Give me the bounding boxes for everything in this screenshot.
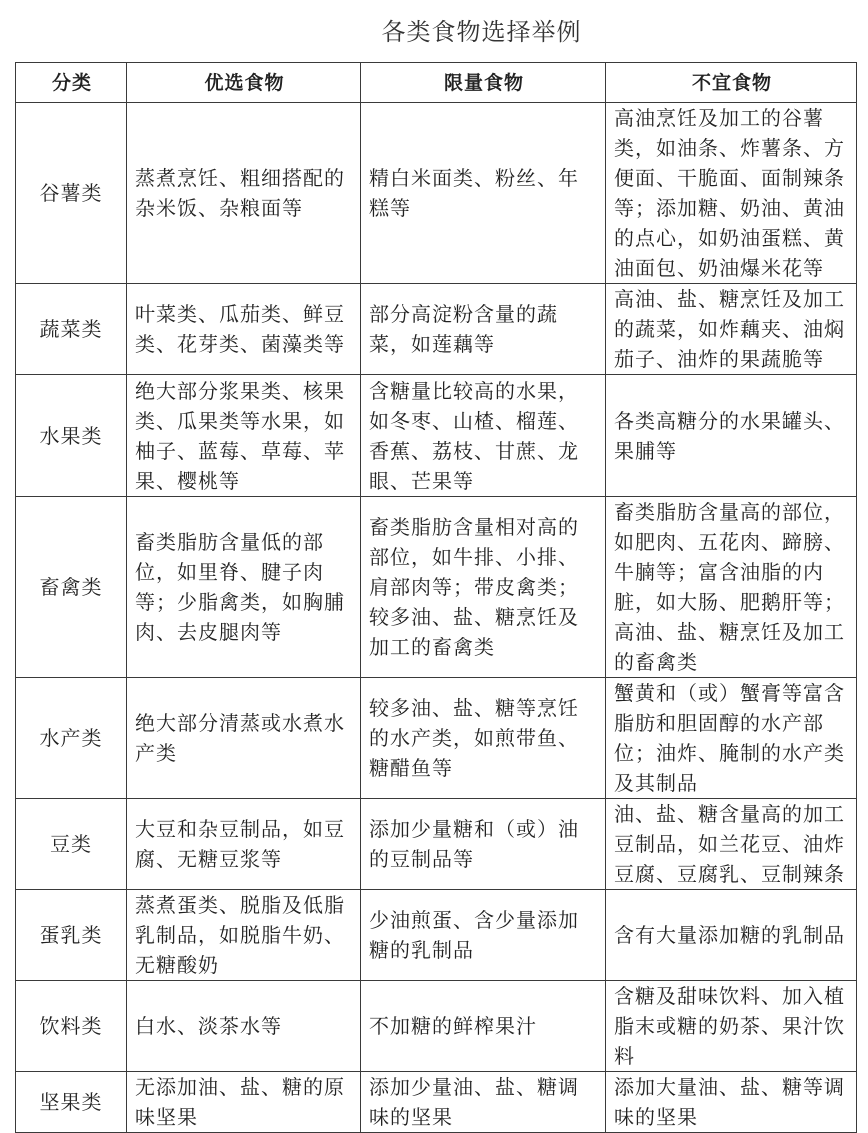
category-cell: 蛋乳类 xyxy=(16,890,127,981)
avoid-cell: 高油烹饪及加工的谷薯类，如油条、炸薯条、方便面、干脆面、面制辣条等；添加糖、奶油、黄油的点心，如奶油蛋糕、黄油面包、奶油爆米花等 xyxy=(606,103,857,284)
header-limited: 限量食物 xyxy=(361,63,606,103)
limited-cell: 精白米面类、粉丝、年糕等 xyxy=(361,103,606,284)
avoid-cell: 油、盐、糖含量高的加工豆制品，如兰花豆、油炸豆腐、豆腐乳、豆制辣条 xyxy=(606,799,857,890)
header-preferred: 优选食物 xyxy=(127,63,361,103)
header-category: 分类 xyxy=(16,63,127,103)
category-cell: 坚果类 xyxy=(16,1072,127,1133)
table-row xyxy=(16,678,857,799)
table-header-row xyxy=(16,63,857,103)
avoid-cell: 蟹黄和（或）蟹膏等富含脂肪和胆固醇的水产部位；油炸、腌制的水产类及其制品 xyxy=(606,678,857,799)
category-cell: 豆类 xyxy=(16,799,127,890)
preferred-cell: 绝大部分清蒸或水煮水产类 xyxy=(127,678,361,799)
preferred-cell: 畜类脂肪含量低的部位，如里脊、腱子肉等；少脂禽类，如胸脯肉、去皮腿肉等 xyxy=(127,497,361,678)
table-row xyxy=(16,375,857,497)
preferred-cell: 蒸煮烹饪、粗细搭配的杂米饭、杂粮面等 xyxy=(127,103,361,284)
limited-cell: 部分高淀粉含量的蔬菜，如莲藕等 xyxy=(361,284,606,375)
table-row xyxy=(16,1072,857,1133)
table-row xyxy=(16,799,857,890)
avoid-cell: 畜类脂肪含量高的部位，如肥肉、五花肉、蹄膀、牛腩等；富含油脂的内脏，如大肠、肥鹅肝等；高油、盐、糖烹饪及加工的畜禽类 xyxy=(606,497,857,678)
food-selection-table xyxy=(15,62,857,1133)
table-row xyxy=(16,497,857,678)
preferred-cell: 叶菜类、瓜茄类、鲜豆类、花芽类、菌藻类等 xyxy=(127,284,361,375)
table-row xyxy=(16,890,857,981)
table-row xyxy=(16,284,857,375)
avoid-cell: 含有大量添加糖的乳制品 xyxy=(606,890,857,981)
limited-cell: 较多油、盐、糖等烹饪的水产类，如煎带鱼、糖醋鱼等 xyxy=(361,678,606,799)
category-cell: 水产类 xyxy=(16,678,127,799)
page-title: 各类食物选择举例 xyxy=(381,18,582,46)
table-row xyxy=(16,981,857,1072)
preferred-cell: 蒸煮蛋类、脱脂及低脂乳制品，如脱脂牛奶、无糖酸奶 xyxy=(127,890,361,981)
category-cell: 畜禽类 xyxy=(16,497,127,678)
category-cell: 饮料类 xyxy=(16,981,127,1072)
preferred-cell: 白水、淡茶水等 xyxy=(127,981,361,1072)
table-row xyxy=(16,103,857,284)
limited-cell: 少油煎蛋、含少量添加糖的乳制品 xyxy=(361,890,606,981)
avoid-cell: 各类高糖分的水果罐头、果脯等 xyxy=(606,375,857,497)
limited-cell: 不加糖的鲜榨果汁 xyxy=(361,981,606,1072)
category-cell: 水果类 xyxy=(16,375,127,497)
category-cell: 蔬菜类 xyxy=(16,284,127,375)
avoid-cell: 添加大量油、盐、糖等调味的坚果 xyxy=(606,1072,857,1133)
limited-cell: 畜类脂肪含量相对高的部位，如牛排、小排、肩部肉等；带皮禽类；较多油、盐、糖烹饪及加工的畜禽类 xyxy=(361,497,606,678)
preferred-cell: 大豆和杂豆制品，如豆腐、无糖豆浆等 xyxy=(127,799,361,890)
header-avoid: 不宜食物 xyxy=(606,63,857,103)
limited-cell: 添加少量糖和（或）油的豆制品等 xyxy=(361,799,606,890)
limited-cell: 添加少量油、盐、糖调味的坚果 xyxy=(361,1072,606,1133)
avoid-cell: 含糖及甜味饮料、加入植脂末或糖的奶茶、果汁饮料 xyxy=(606,981,857,1072)
avoid-cell: 高油、盐、糖烹饪及加工的蔬菜，如炸藕夹、油焖茄子、油炸的果蔬脆等 xyxy=(606,284,857,375)
preferred-cell: 无添加油、盐、糖的原味坚果 xyxy=(127,1072,361,1133)
limited-cell: 含糖量比较高的水果，如冬枣、山楂、榴莲、香蕉、荔枝、甘蔗、龙眼、芒果等 xyxy=(361,375,606,497)
preferred-cell: 绝大部分浆果类、核果类、瓜果类等水果，如柚子、蓝莓、草莓、苹果、樱桃等 xyxy=(127,375,361,497)
category-cell: 谷薯类 xyxy=(16,103,127,284)
